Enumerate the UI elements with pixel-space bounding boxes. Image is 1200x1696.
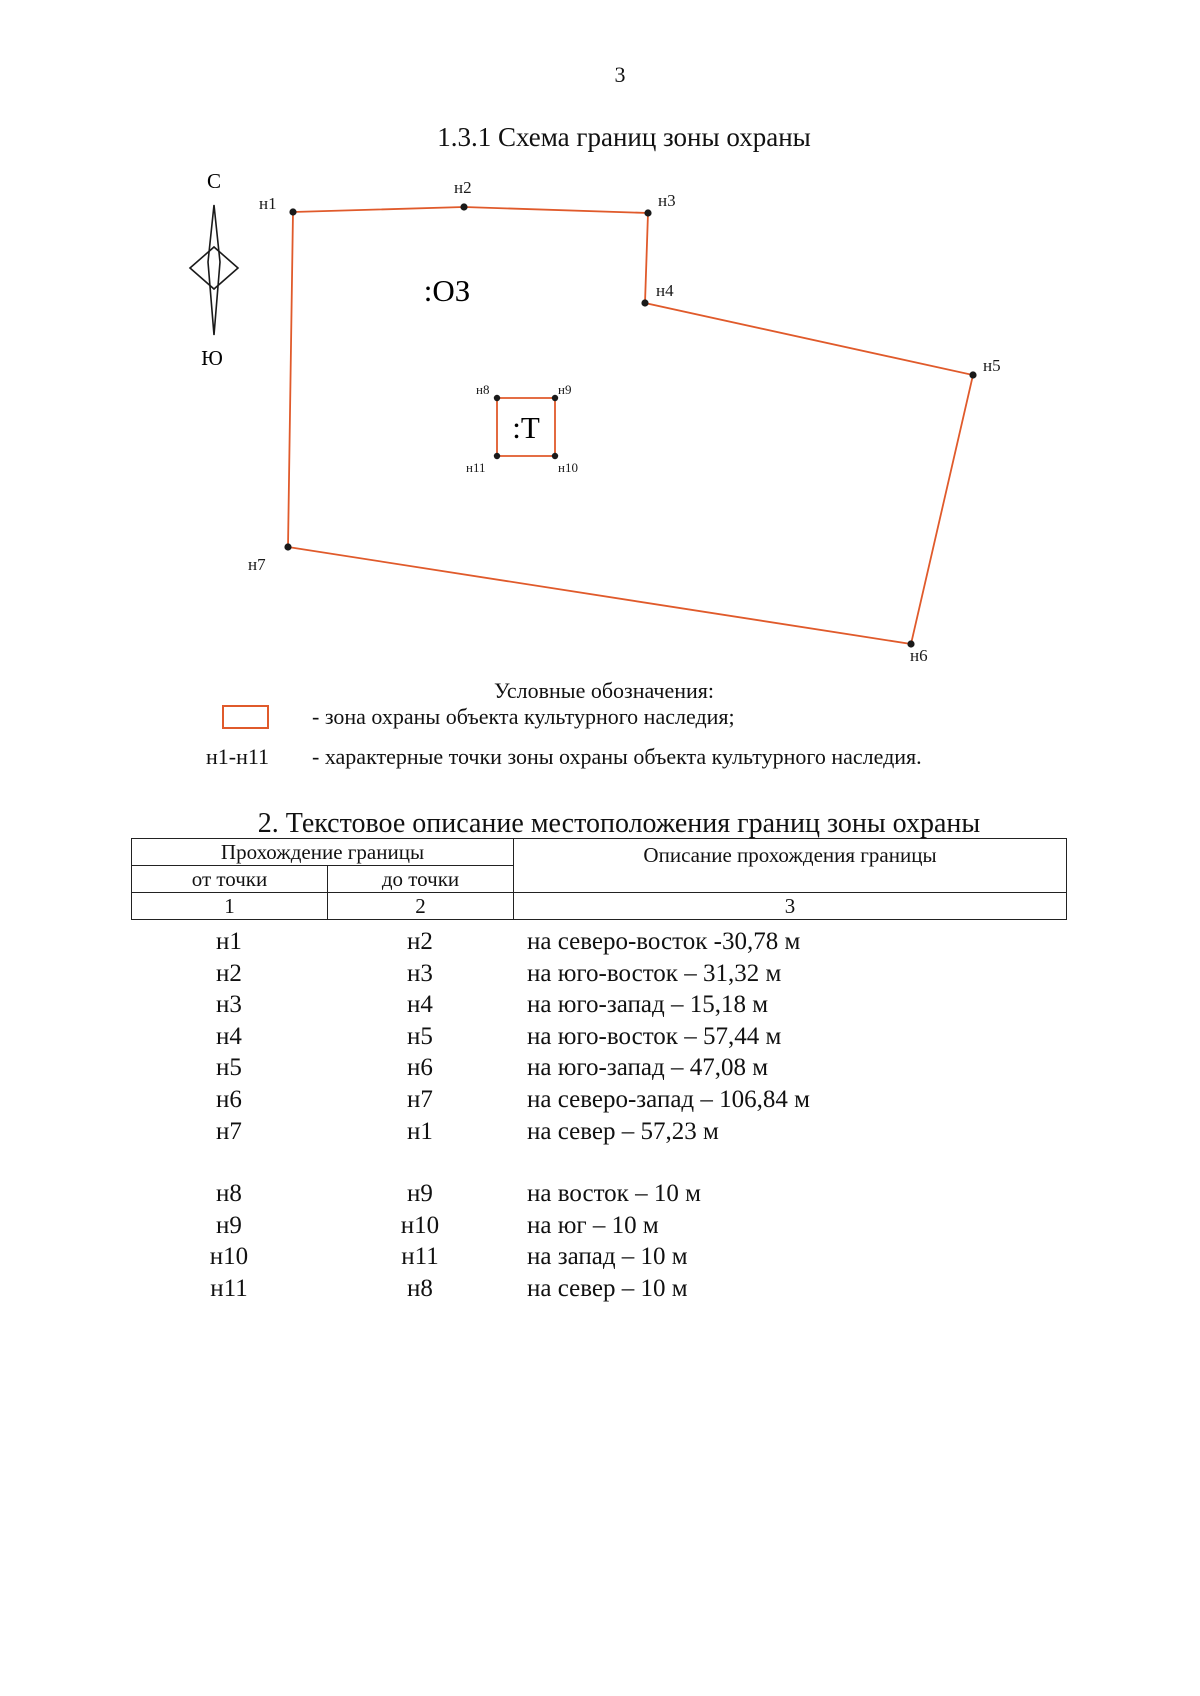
to-point: н11 bbox=[401, 1243, 439, 1271]
to-point: н4 bbox=[407, 991, 433, 1019]
segment-description: на северо-восток -30,78 м bbox=[527, 928, 801, 955]
table-row bbox=[131, 1241, 1067, 1273]
to-point: н5 bbox=[407, 1022, 433, 1050]
boundary-table-body bbox=[131, 926, 1067, 1305]
boundary-scheme bbox=[0, 0, 1200, 680]
point-marker-n4 bbox=[641, 299, 648, 306]
point-marker-n2 bbox=[460, 203, 467, 210]
outer-zone-label: :ОЗ bbox=[423, 273, 471, 308]
legend-points-text: - характерные точки зоны охраны объекта культурного наследия. bbox=[312, 744, 922, 769]
from-point: н5 bbox=[216, 1054, 242, 1082]
segment-description: на юго-восток – 57,44 м bbox=[527, 1022, 782, 1050]
point-marker-n5 bbox=[969, 371, 976, 378]
legend-title: Условные обозначения: bbox=[493, 678, 715, 703]
to-point: н3 bbox=[407, 959, 433, 987]
point-marker-n10 bbox=[552, 453, 558, 459]
header-description-cell: Описание прохождения границы bbox=[514, 839, 1067, 893]
compass-north-label: С bbox=[206, 169, 222, 193]
header-group-cell: Прохождение границы bbox=[132, 839, 514, 866]
table-row bbox=[131, 1021, 1067, 1053]
table-row bbox=[131, 1116, 1067, 1148]
scheme-title: 1.3.1 Схема границ зоны охраны bbox=[437, 122, 811, 152]
table-row bbox=[131, 1052, 1067, 1084]
table-row bbox=[131, 926, 1067, 958]
legend-points-symbol: н1-н11 bbox=[206, 744, 270, 769]
table-row bbox=[131, 989, 1067, 1021]
boundary-table-header bbox=[131, 838, 1067, 920]
from-point: н8 bbox=[216, 1180, 242, 1208]
to-point: н6 bbox=[407, 1054, 433, 1082]
from-point: н9 bbox=[216, 1211, 242, 1239]
inner-zone-label: :Т bbox=[512, 410, 540, 445]
point-label-n6: н6 bbox=[910, 646, 928, 665]
table-row bbox=[131, 1178, 1067, 1210]
segment-description: на север – 10 м bbox=[527, 1274, 688, 1302]
segment-description: на юг – 10 м bbox=[527, 1211, 659, 1239]
to-point: н2 bbox=[407, 928, 433, 955]
point-label-n7: н7 bbox=[248, 555, 266, 574]
segment-description: на юго-запад – 15,18 м bbox=[527, 991, 769, 1019]
to-point: н9 bbox=[407, 1180, 433, 1208]
segment-description: на восток – 10 м bbox=[527, 1180, 701, 1208]
to-point: н8 bbox=[407, 1274, 433, 1302]
point-label-n3: н3 bbox=[658, 191, 676, 210]
from-point: н10 bbox=[209, 1243, 249, 1271]
from-point: н3 bbox=[216, 991, 242, 1019]
from-point: н1 bbox=[216, 928, 242, 955]
point-label-n8: н8 bbox=[476, 382, 490, 397]
segment-description: на запад – 10 м bbox=[527, 1243, 688, 1271]
from-point: н7 bbox=[216, 1117, 242, 1145]
point-marker-n1 bbox=[289, 208, 296, 215]
segment-description: на северо-запад – 106,84 м bbox=[527, 1085, 810, 1113]
point-label-n1: н1 bbox=[259, 194, 277, 213]
characteristic-points bbox=[284, 203, 976, 647]
to-point: н1 bbox=[407, 1117, 433, 1145]
segment-description: на юго-восток – 31,32 м bbox=[527, 959, 782, 987]
to-point: н7 bbox=[407, 1085, 433, 1113]
compass-south-label: Ю bbox=[201, 346, 223, 370]
compass-rose-icon bbox=[190, 169, 238, 370]
section-title: 2. Текстовое описание местоположения границ зоны охраны bbox=[257, 808, 981, 839]
legend-zone-text: - зона охраны объекта культурного наследия; bbox=[312, 704, 735, 729]
from-point: н6 bbox=[216, 1085, 242, 1113]
header-number-1: 1 bbox=[132, 893, 328, 920]
point-label-n5: н5 bbox=[983, 356, 1001, 375]
point-marker-n11 bbox=[494, 453, 500, 459]
legend-zone-swatch bbox=[222, 705, 269, 729]
point-label-n4: н4 bbox=[656, 281, 674, 300]
header-to-cell: до точки bbox=[328, 866, 514, 893]
to-point: н10 bbox=[400, 1211, 440, 1239]
point-marker-n3 bbox=[644, 209, 651, 216]
table-row bbox=[131, 1210, 1067, 1242]
segment-description: на юго-запад – 47,08 м bbox=[527, 1054, 769, 1082]
segment-description: на север – 57,23 м bbox=[527, 1117, 719, 1145]
table-row bbox=[131, 1273, 1067, 1305]
page-number: 3 bbox=[614, 62, 626, 87]
point-label-n10: н10 bbox=[558, 460, 578, 475]
header-number-3: 3 bbox=[514, 893, 1067, 920]
from-point: н11 bbox=[210, 1274, 248, 1302]
header-from-cell: от точки bbox=[132, 866, 328, 893]
header-number-2: 2 bbox=[328, 893, 514, 920]
table-row bbox=[131, 958, 1067, 990]
point-marker-n8 bbox=[494, 395, 500, 401]
point-label-n11: н11 bbox=[466, 460, 486, 475]
outer-zone-boundary bbox=[288, 207, 973, 644]
point-label-n2: н2 bbox=[454, 178, 472, 197]
point-label-n9: н9 bbox=[558, 382, 572, 397]
from-point: н2 bbox=[216, 959, 242, 987]
table-row bbox=[131, 1084, 1067, 1116]
from-point: н4 bbox=[216, 1022, 242, 1050]
point-marker-n7 bbox=[284, 543, 291, 550]
